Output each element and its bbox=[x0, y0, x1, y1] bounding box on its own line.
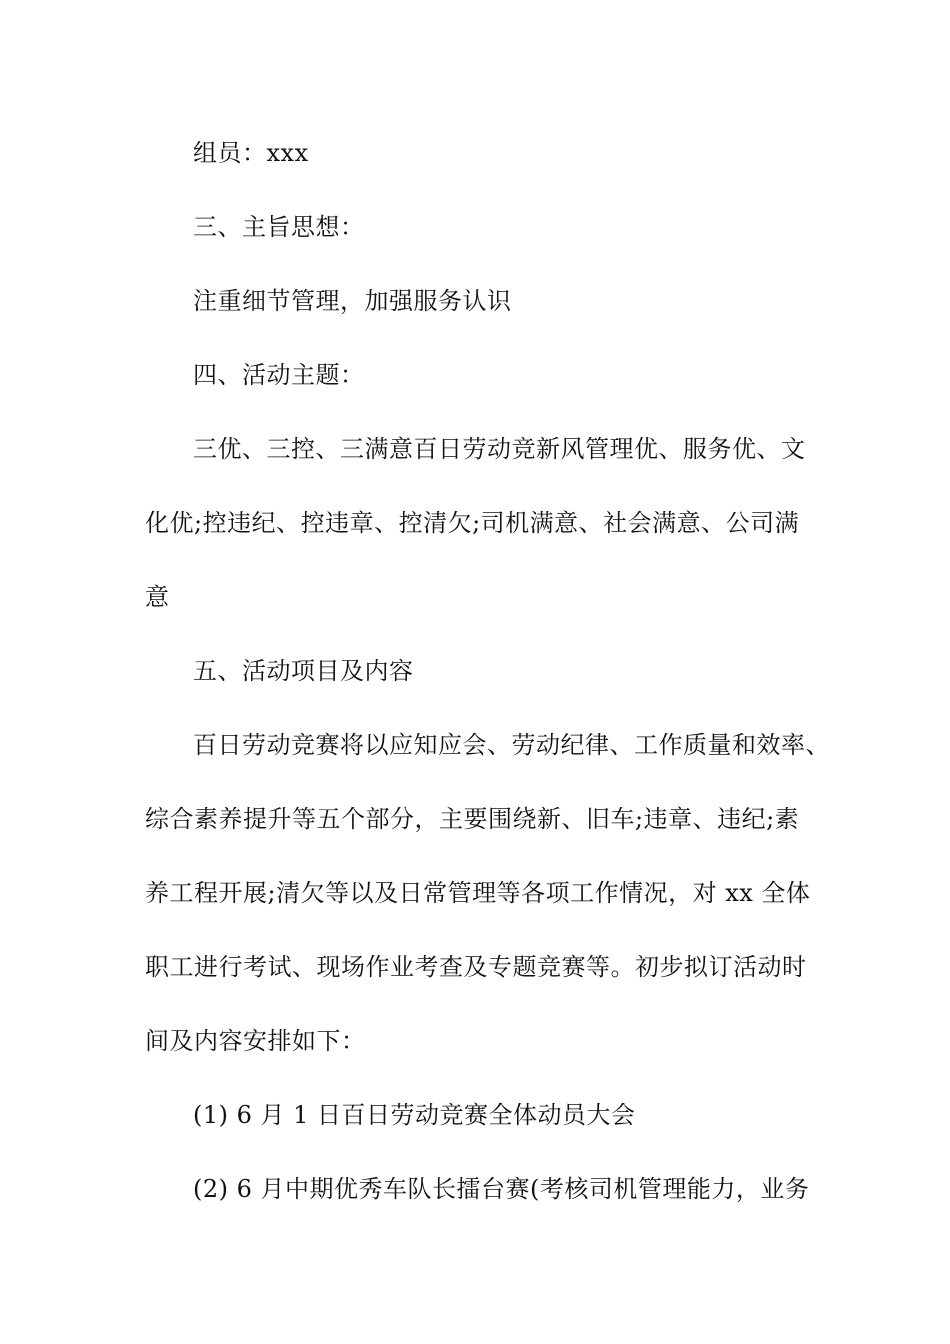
items-paragraph-line-1: 百日劳动竞赛将以应知应会、劳动纪律、工作质量和效率、 bbox=[193, 731, 830, 759]
items-paragraph-line-4: 职工进行考试、现场作业考查及专题竞赛等。初步拟订活动时 bbox=[145, 953, 807, 981]
section-4-heading: 四、活动主题： bbox=[193, 361, 365, 389]
theme-paragraph-line-3: 意 bbox=[145, 583, 170, 611]
section-5-heading: 五、活动项目及内容 bbox=[193, 657, 414, 685]
section-3-content: 注重细节管理，加强服务认识 bbox=[193, 287, 512, 315]
theme-paragraph-line-1: 三优、三控、三满意百日劳动竞新风管理优、服务优、文 bbox=[193, 435, 806, 463]
schedule-item-2: (2) 6 月中期优秀车队长擂台赛(考核司机管理能力，业务 bbox=[193, 1175, 810, 1203]
section-3-heading: 三、主旨思想： bbox=[193, 213, 365, 241]
items-paragraph-line-3: 养工程开展;清欠等以及日常管理等各项工作情况，对 xx 全体 bbox=[145, 879, 811, 907]
items-paragraph-line-2: 综合素养提升等五个部分，主要围绕新、旧车;违章、违纪;素 bbox=[145, 805, 800, 833]
items-paragraph-line-5: 间及内容安排如下： bbox=[145, 1027, 366, 1055]
schedule-item-1: (1) 6 月 1 日百日劳动竞赛全体动员大会 bbox=[193, 1101, 636, 1129]
team-members-line: 组员：xxx bbox=[193, 139, 309, 167]
theme-paragraph-line-2: 化优;控违纪、控违章、控清欠;司机满意、社会满意、公司满 bbox=[145, 509, 800, 537]
